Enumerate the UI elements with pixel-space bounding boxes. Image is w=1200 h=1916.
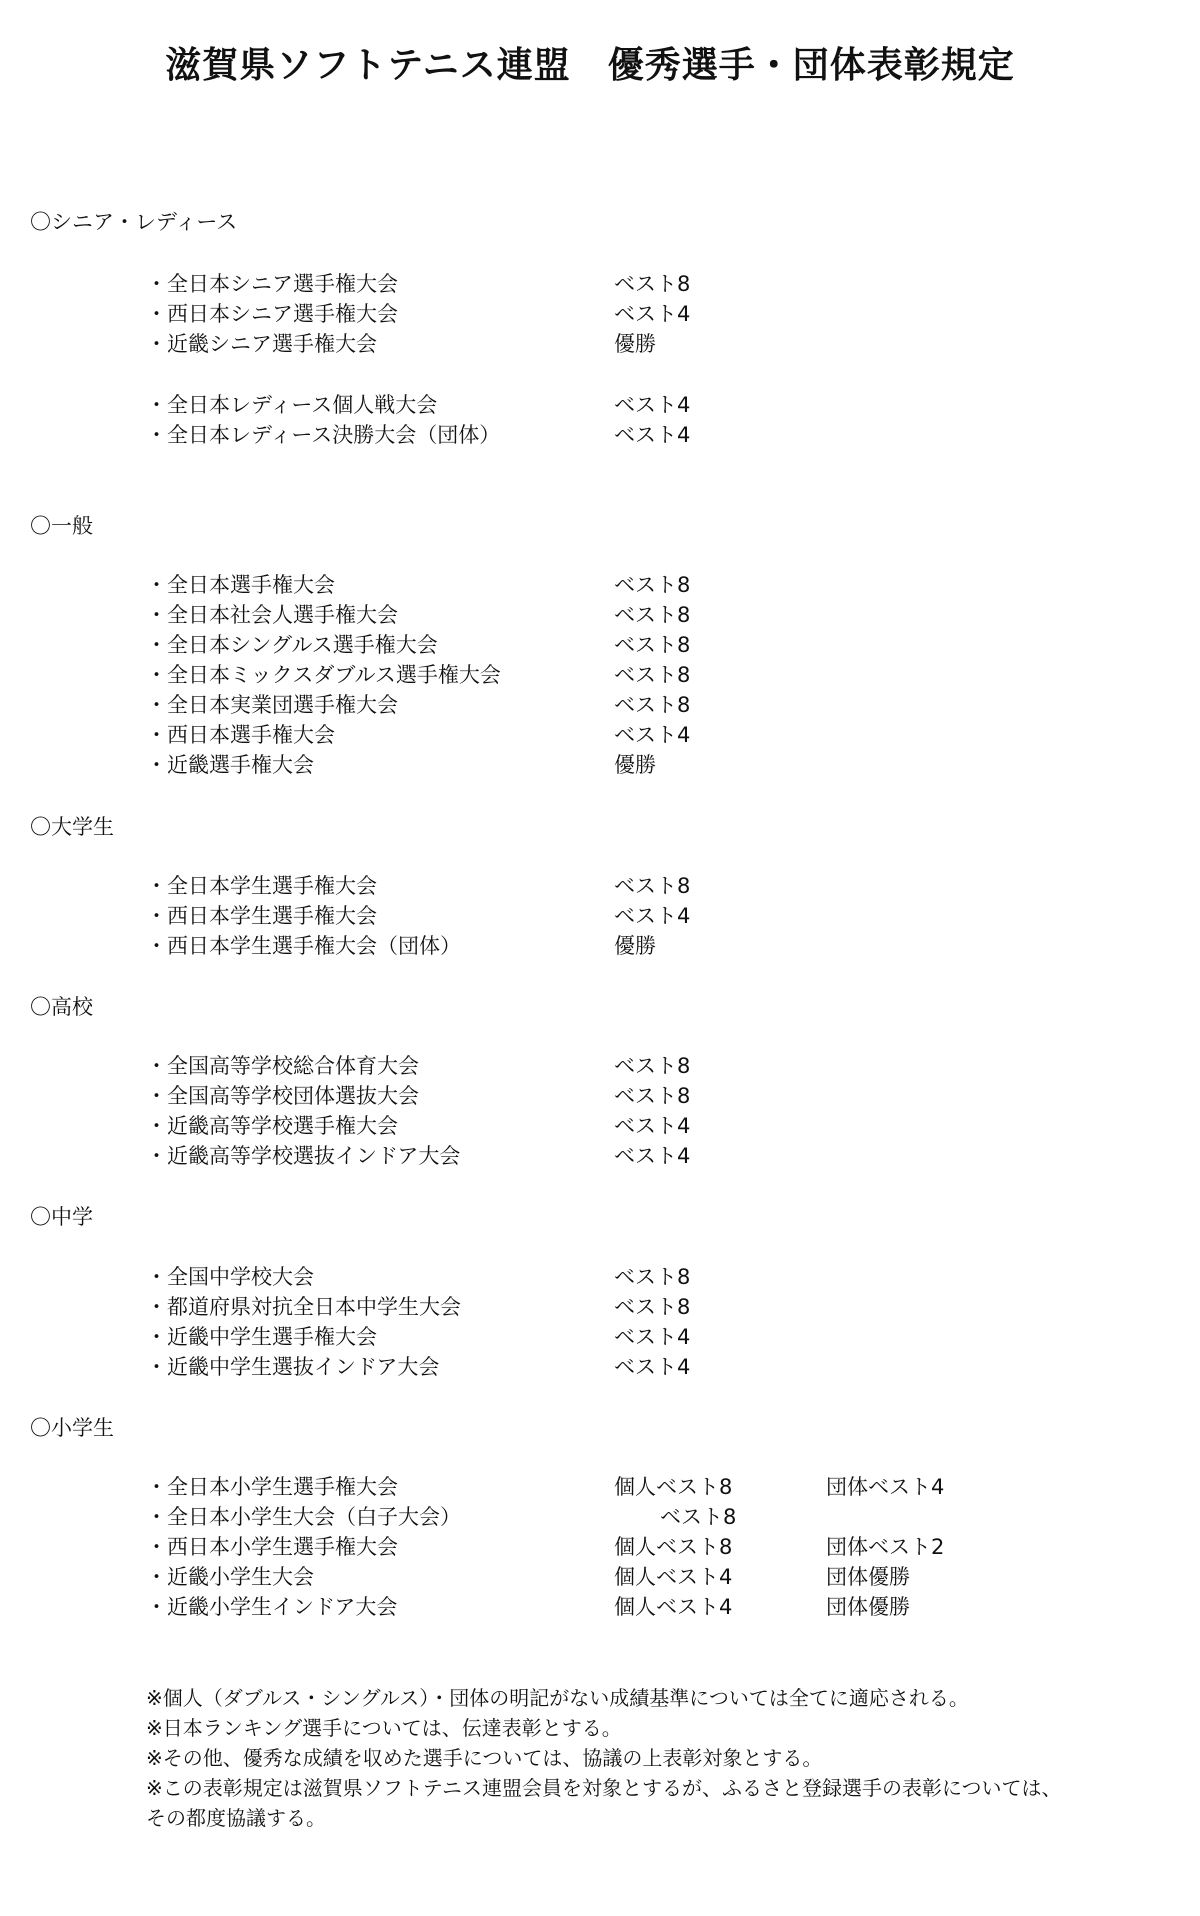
tournament-name: ・全日本社会人選手権大会 — [146, 603, 398, 627]
note-line: ※この表彰規定は滋賀県ソフトテニス連盟会員を対象とするが、ふるさと登録選手の表彰については、 — [146, 1776, 1062, 1800]
list-item — [146, 1322, 1046, 1352]
tournament-name: ・西日本学生選手権大会（団体） — [146, 934, 461, 958]
tournament-name: ・全日本選手権大会 — [146, 573, 335, 597]
award-criterion: ベスト8 — [614, 663, 691, 687]
list-item — [146, 390, 1046, 420]
section-heading-general: 〇一般 — [30, 514, 93, 538]
tournament-name: ・近畿小学生インドア大会 — [146, 1595, 398, 1619]
list-item — [146, 1081, 1046, 1111]
award-criterion: ベスト4 — [614, 393, 691, 417]
tournament-name: ・近畿高等学校選手権大会 — [146, 1114, 398, 1138]
tournament-name: ・全日本レディース個人戦大会 — [146, 393, 438, 417]
list-item — [146, 1502, 1046, 1532]
tournament-name: ・全国中学校大会 — [146, 1265, 314, 1289]
tournament-name: ・近畿選手権大会 — [146, 753, 314, 777]
list-item — [146, 1472, 1046, 1502]
award-criterion: ベスト4 — [614, 1144, 691, 1168]
tournament-name: ・西日本シニア選手権大会 — [146, 302, 398, 326]
list-item — [146, 690, 1046, 720]
award-criterion: ベスト8 — [614, 603, 691, 627]
list-item — [146, 1292, 1046, 1322]
award-criterion: ベスト8 — [614, 272, 691, 296]
tournament-name: ・全日本小学生選手権大会 — [146, 1475, 398, 1499]
tournament-name: ・西日本学生選手権大会 — [146, 904, 377, 928]
tournament-name: ・全日本学生選手権大会 — [146, 874, 377, 898]
list-item — [146, 420, 1046, 450]
award-criterion: 優勝 — [614, 753, 656, 777]
award-criterion: ベスト4 — [614, 723, 691, 747]
tournament-name: ・全日本シニア選手権大会 — [146, 272, 398, 296]
award-criterion: ベスト8 — [614, 573, 691, 597]
award-criterion: ベスト4 — [614, 1355, 691, 1379]
list-item — [146, 299, 1046, 329]
tournament-name: ・全日本実業団選手権大会 — [146, 693, 398, 717]
note-line: ※個人（ダブルス・シングルス）・団体の明記がない成績基準については全てに適応される。 — [146, 1686, 969, 1710]
award-criterion: ベスト4 — [614, 302, 691, 326]
team-criterion: 団体ベスト2 — [826, 1535, 945, 1559]
list-item — [146, 750, 1046, 780]
award-criterion: ベスト4 — [614, 423, 691, 447]
team-criterion: 団体優勝 — [826, 1565, 910, 1589]
award-criterion: 優勝 — [614, 934, 656, 958]
list-item — [146, 570, 1046, 600]
list-item — [146, 1141, 1046, 1171]
list-item — [146, 931, 1046, 961]
list-item — [146, 1592, 1046, 1622]
team-criterion: 団体優勝 — [826, 1595, 910, 1619]
section-heading-elementary: 〇小学生 — [30, 1416, 114, 1440]
individual-criterion: 個人ベスト8 — [614, 1475, 733, 1499]
award-criterion: ベスト4 — [614, 904, 691, 928]
tournament-name: ・全国高等学校団体選抜大会 — [146, 1084, 419, 1108]
tournament-name: ・近畿小学生大会 — [146, 1565, 314, 1589]
tournament-name: ・都道府県対抗全日本中学生大会 — [146, 1295, 461, 1319]
award-criterion: 優勝 — [614, 332, 656, 356]
section-heading-senior-ladies: 〇シニア・レディース — [30, 210, 238, 234]
list-item — [146, 269, 1046, 299]
award-criterion: ベスト4 — [614, 1114, 691, 1138]
tournament-name: ・近畿中学生選抜インドア大会 — [146, 1355, 440, 1379]
tournament-name: ・全国高等学校総合体育大会 — [146, 1054, 419, 1078]
list-item — [146, 1262, 1046, 1292]
tournament-name: ・近畿シニア選手権大会 — [146, 332, 377, 356]
tournament-name: ・近畿高等学校選抜インドア大会 — [146, 1144, 461, 1168]
section-heading-high-school: 〇高校 — [30, 995, 93, 1019]
award-criterion: ベスト8 — [614, 874, 691, 898]
tournament-name: ・西日本小学生選手権大会 — [146, 1535, 398, 1559]
list-item — [146, 901, 1046, 931]
individual-criterion: 個人ベスト8 — [614, 1535, 733, 1559]
tournament-name: ・西日本選手権大会 — [146, 723, 335, 747]
page-title: 滋賀県ソフトテニス連盟 優秀選手・団体表彰規定 — [165, 45, 1015, 86]
list-item — [146, 871, 1046, 901]
list-item — [146, 1111, 1046, 1141]
award-criterion: ベスト8 — [614, 1295, 691, 1319]
list-item — [146, 1051, 1046, 1081]
list-item — [146, 1352, 1046, 1382]
section-heading-junior-high: 〇中学 — [30, 1205, 93, 1229]
award-criterion: ベスト4 — [614, 1325, 691, 1349]
list-item — [146, 1532, 1046, 1562]
tournament-name: ・全日本小学生大会（白子大会） — [146, 1505, 461, 1529]
section-heading-university: 〇大学生 — [30, 815, 114, 839]
list-item — [146, 329, 1046, 359]
list-item — [146, 600, 1046, 630]
award-criterion: ベスト8 — [660, 1505, 737, 1529]
award-criterion: ベスト8 — [614, 1265, 691, 1289]
note-line: ※日本ランキング選手については、伝達表彰とする。 — [146, 1716, 622, 1740]
individual-criterion: 個人ベスト4 — [614, 1565, 733, 1589]
list-item — [146, 1562, 1046, 1592]
list-item — [146, 720, 1046, 750]
tournament-name: ・全日本ミックスダブルス選手権大会 — [146, 663, 501, 687]
list-item — [146, 630, 1046, 660]
individual-criterion: 個人ベスト4 — [614, 1595, 733, 1619]
award-criterion: ベスト8 — [614, 1054, 691, 1078]
tournament-name: ・全日本レディース決勝大会（団体） — [146, 423, 501, 447]
tournament-name: ・近畿中学生選手権大会 — [146, 1325, 377, 1349]
team-criterion: 団体ベスト4 — [826, 1475, 945, 1499]
award-criterion: ベスト8 — [614, 693, 691, 717]
award-criterion: ベスト8 — [614, 633, 691, 657]
tournament-name: ・全日本シングルス選手権大会 — [146, 633, 438, 657]
note-line: ※その他、優秀な成績を収めた選手については、協議の上表彰対象とする。 — [146, 1746, 823, 1770]
note-line: その都度協議する。 — [146, 1806, 326, 1830]
award-criterion: ベスト8 — [614, 1084, 691, 1108]
list-item — [146, 660, 1046, 690]
